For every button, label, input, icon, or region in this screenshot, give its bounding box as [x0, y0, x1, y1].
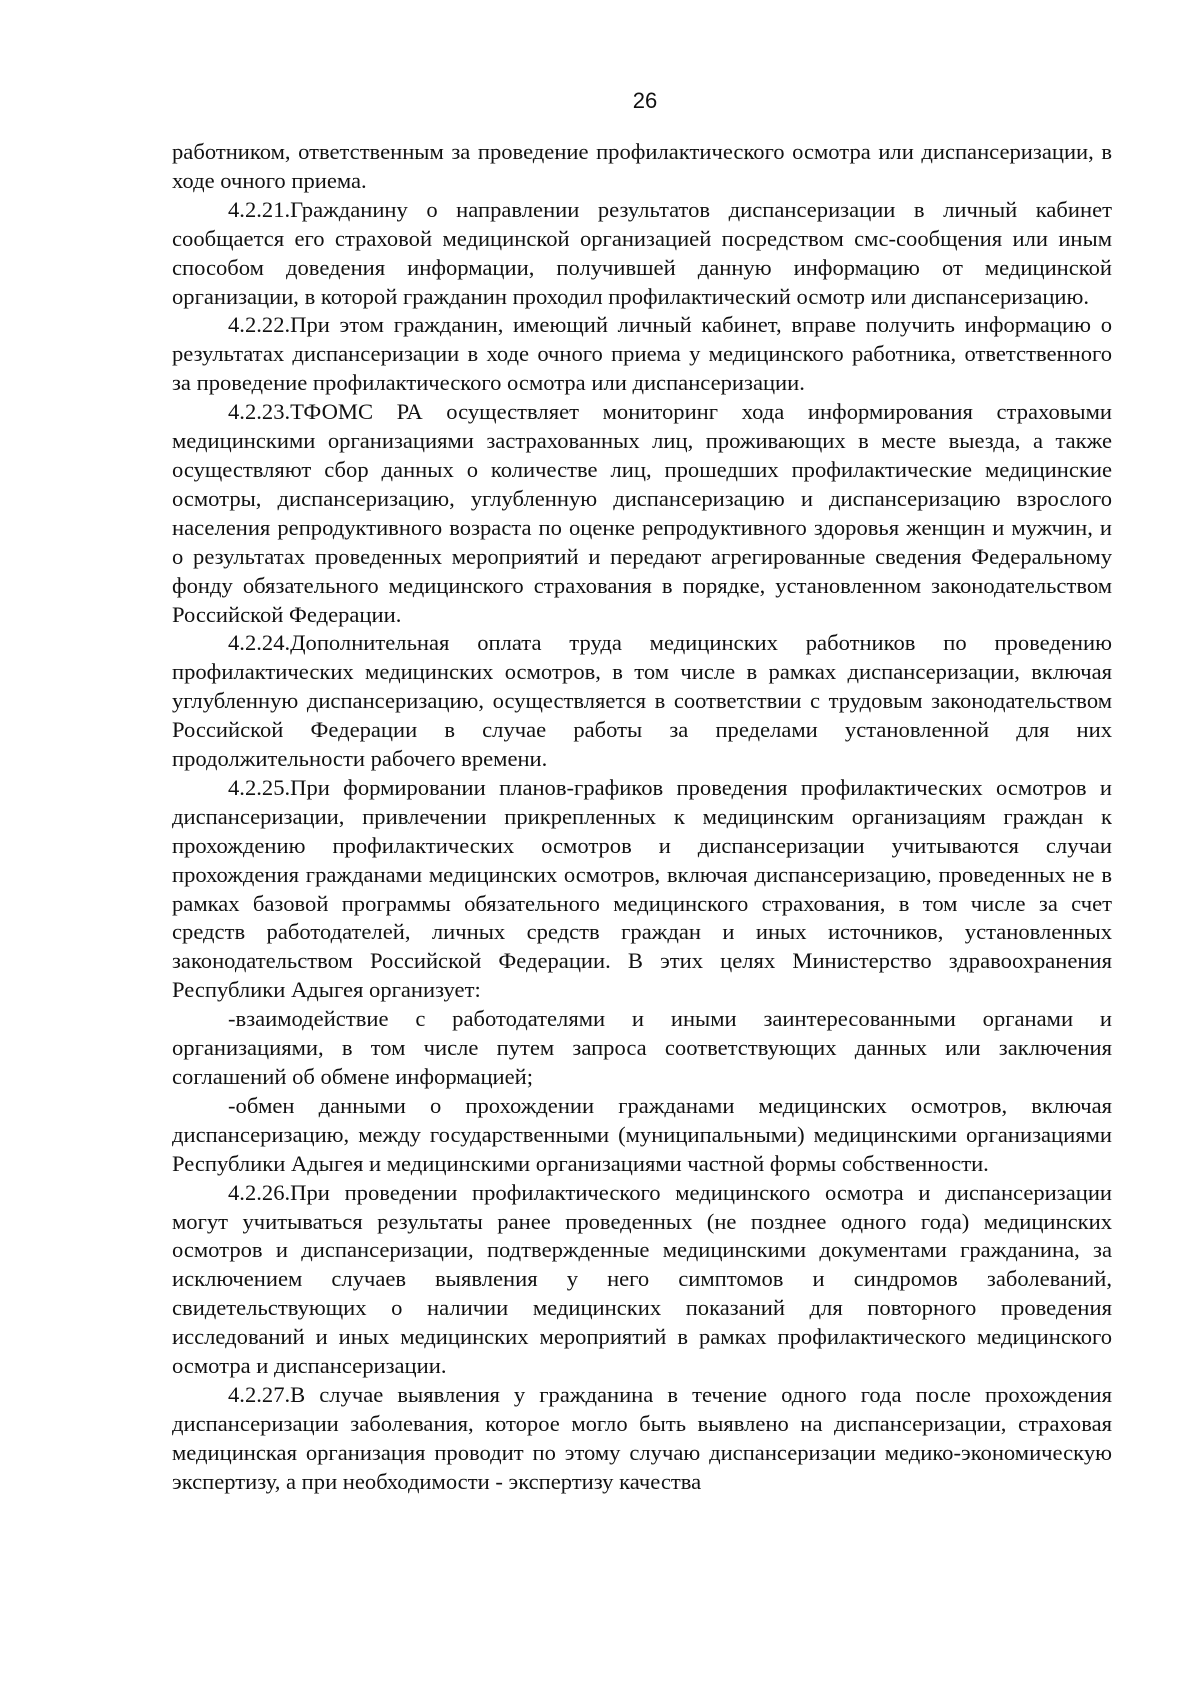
- paragraph-4-2-21: 4.2.21.Гражданину о направлении результатов диспансеризации в личный кабинет сообщается его страховой медицинской организацией посредством смс-сообщения или иным способом доведения информации, получившей данную информацию от медицинской организации, в которой гражданин проходил профилактический осмотр или диспансеризацию.: [172, 196, 1112, 309]
- document-body: [172, 138, 1112, 1497]
- list-item-data-exchange: -обмен данными о прохождении гражданами медицинских осмотров, включая диспансеризацию, между государственными (муниципальными) медицинскими организациями Республики Адыгея и медицинскими организациями частной формы собственности.: [172, 1092, 1112, 1176]
- paragraph-4-2-27: 4.2.27.В случае выявления у гражданина в течение одного года после прохождения диспансеризации заболевания, которое могло быть выявлено на диспансеризации, страховая медицинская организация проводит по этому случаю диспансеризации медико-экономическую экспертизу, а при необходимости - экспертизу качества: [172, 1381, 1112, 1494]
- paragraph-4-2-24: 4.2.24.Дополнительная оплата труда медицинских работников по проведению профилактических медицинских осмотров, в том числе в рамках диспансеризации, включая углубленную диспансеризацию, осуществляется в соответствии с трудовым законодательством Российской Федерации в случае работы за пределами установленной для них продолжительности рабочего времени.: [172, 630, 1112, 772]
- paragraph-continuation: работником, ответственным за проведение профилактического осмотра или диспансеризации, в ходе очного приема.: [172, 139, 1112, 193]
- page-number: 26: [632, 88, 658, 113]
- paragraph-4-2-26: 4.2.26.При проведении профилактического медицинского осмотра и диспансеризации могут учитываться результаты ранее проведенных (не позднее одного года) медицинских осмотров и диспансеризации, подтвержденные медицинскими документами гражданина, за исключением случаев выявления у него симптомов и синдромов заболеваний, свидетельствующих о наличии медицинских показаний для повторного проведения исследований и иных медицинских мероприятий в рамках профилактического медицинского осмотра и диспансеризации.: [172, 1179, 1112, 1379]
- paragraph-4-2-22: 4.2.22.При этом гражданин, имеющий личный кабинет, вправе получить информацию о результатах диспансеризации в ходе очного приема у медицинского работника, ответственного за проведение профилактического осмотра или диспансеризации.: [172, 312, 1112, 396]
- paragraph-4-2-23: 4.2.23.ТФОМС РА осуществляет мониторинг хода информирования страховыми медицинскими организациями застрахованных лиц, проживающих в месте выезда, а также осуществляют сбор данных о количестве лиц, прошедших профилактические медицинские осмотры, диспансеризацию, углубленную диспансеризацию и диспансеризацию взрослого населения репродуктивного возраста по оценке репродуктивного здоровья женщин и мужчин, и о результатах проведенных мероприятий и передают агрегированные сведения Федеральному фонду обязательного медицинского страхования в порядке, установленном законодательством Российской Федерации.: [172, 399, 1112, 627]
- list-item-interaction: -взаимодействие с работодателями и иными заинтересованными органами и организациями, в том числе путем запроса соответствующих данных или заключения соглашений об обмене информацией;: [172, 1006, 1112, 1089]
- paragraph-4-2-25: 4.2.25.При формировании планов-графиков проведения профилактических осмотров и диспансеризации, привлечении прикрепленных к медицинским организациям граждан к прохождению профилактических осмотров и диспансеризации учитываются случаи прохождения гражданами медицинских осмотров, включая диспансеризацию, проведенных не в рамках базовой программы обязательного медицинского страхования, в том числе за счет средств работодателей, личных средств граждан и иных источников, установленных законодательством Российской Федерации. В этих целях Министерство здравоохранения Республики Адыгея организует:: [172, 774, 1112, 1003]
